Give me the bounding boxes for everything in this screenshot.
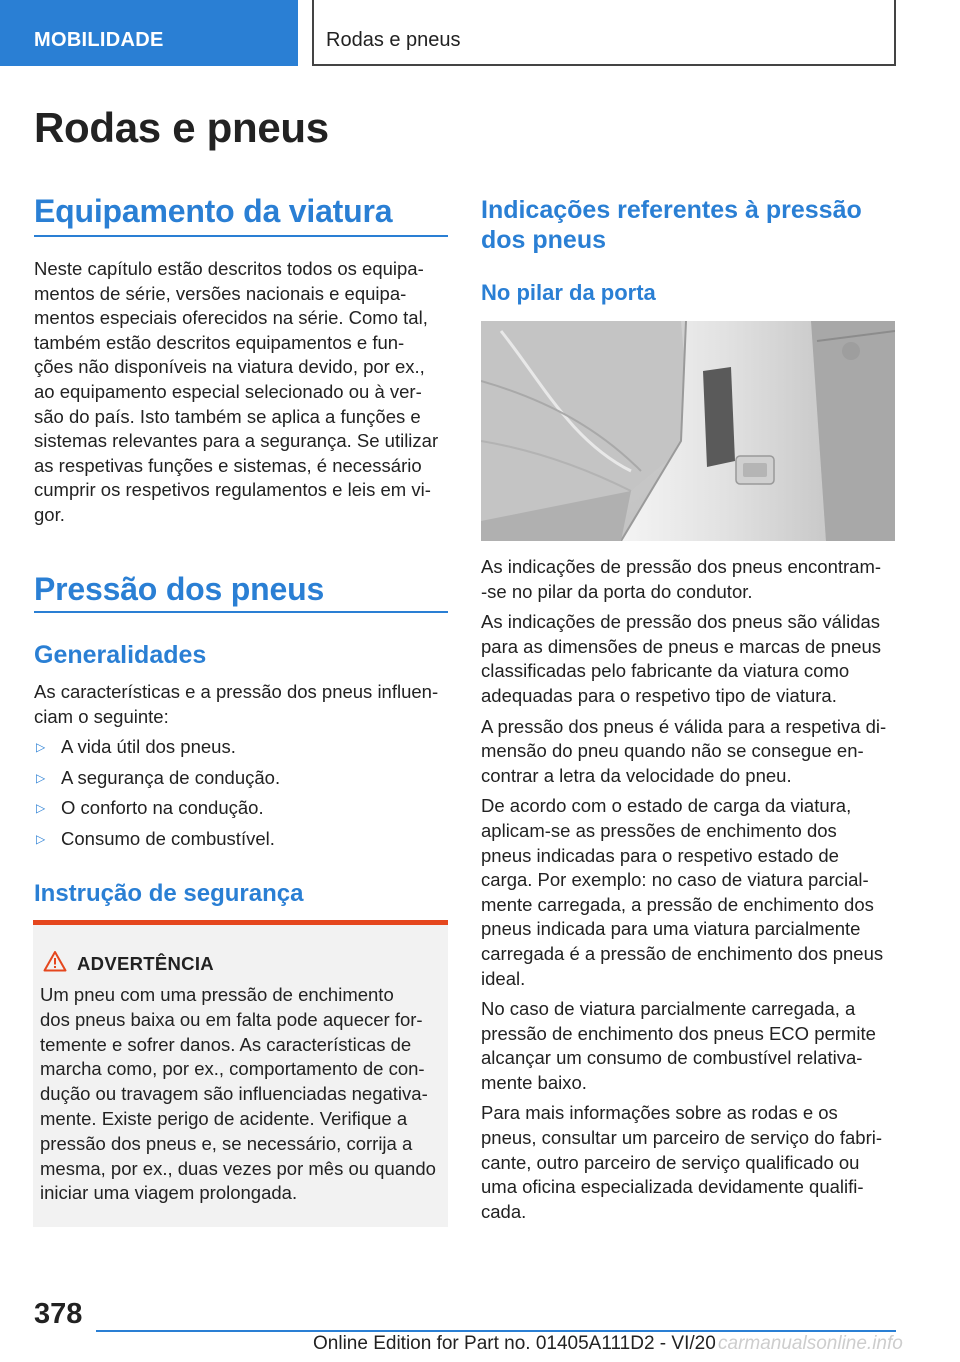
text-line: pneus indicadas para o respetivo estado de [481, 844, 839, 866]
text-line: carga. Por exemplo: no caso de viatura parcial- [481, 869, 869, 891]
text-line: contrar a letra da velocidade do pneu. [481, 764, 792, 786]
heading-rule [34, 611, 448, 613]
text-line: dução ou travagem são influenciadas negativa- [40, 1083, 428, 1105]
equipment-paragraph [34, 257, 448, 528]
warning-text [40, 983, 442, 1206]
triangle-bullet-icon: ▷ [36, 801, 46, 816]
heading-door-pillar: No pilar da porta [481, 280, 656, 305]
text-line: dos pneus baixa ou em falta pode aquecer for- [40, 1008, 423, 1030]
list-item: ▷ O conforto na condução. [34, 796, 448, 821]
text-line: cada. [481, 1200, 527, 1222]
text-line: Neste capítulo estão descritos todos os equipa- [34, 258, 424, 279]
text-line: pressão dos pneus e, se necessário, corrija a [40, 1132, 413, 1154]
text-line: mentos especiais oferecidos na série. Como tal, [34, 307, 428, 329]
triangle-bullet-icon: ▷ [36, 740, 46, 754]
heading-indications: Indicações referentes à pressão dos pneus [481, 196, 862, 254]
text-line: classificadas pelo fabricante da viatura como [481, 660, 850, 682]
warning-label: ADVERTÊNCIA [77, 953, 214, 974]
paragraph [481, 997, 895, 1095]
text-line: pneus, consultar um parceiro de serviço do fabri- [481, 1127, 883, 1149]
paragraph [481, 1101, 895, 1224]
text-line: uma oficina especializada devidamente qualifi- [481, 1176, 864, 1198]
edition-text: Online Edition for Part no. 01405A111D2 - VI/20 [313, 1333, 716, 1354]
heading-rule [34, 235, 448, 237]
paragraph [481, 555, 895, 604]
paragraph [481, 610, 895, 708]
text-line: pressão de enchimento dos pneus ECO permite [481, 1022, 876, 1044]
text-line: ao equipamento especial selecionado ou à ver- [34, 380, 422, 402]
page-header [0, 0, 960, 66]
text-line: adequadas para o respetivo tipo de viatura. [481, 684, 837, 706]
warning-box [33, 920, 448, 1227]
paragraph [481, 715, 895, 789]
text-line: gor. [34, 503, 65, 525]
text-line: as respetivas funções e sistemas, é necessário [34, 454, 422, 476]
warning-triangle-icon [43, 950, 67, 972]
heading-tire-pressure: Pressão dos pneus [34, 571, 325, 607]
text-line: mensão do pneu quando não se consegue en- [481, 740, 864, 762]
text-line: ções não disponíveis na viatura devido, por ex., [34, 356, 425, 378]
text-line: mente baixo. [481, 1071, 587, 1093]
page-number: 378 [34, 1298, 83, 1330]
text-line: alcançar um consumo de combustível relativa- [481, 1047, 863, 1069]
text-line: No caso de viatura parcialmente carregada, a [481, 998, 856, 1020]
text-line: sistemas relevantes para a segurança. Se utilizar [34, 430, 439, 452]
section-tab: MOBILIDADE [0, 0, 298, 66]
text-line: ciam o seguinte: [34, 705, 169, 727]
text-line: ideal. [481, 967, 526, 989]
topic-label: Rodas e pneus [312, 0, 896, 66]
door-pillar-photo [481, 321, 895, 541]
general-paragraph [34, 680, 448, 729]
heading-equipment: Equipamento da viatura [34, 193, 393, 229]
text-line: De acordo com o estado de carga da viatura, [481, 795, 852, 817]
text-line: marcha como, por ex., comportamento de con- [40, 1058, 425, 1080]
text-line: Um pneu com uma pressão de enchimento [40, 984, 394, 1005]
text-line: também estão descritos equipamentos e fun- [34, 331, 405, 353]
page-title: Rodas e pneus [34, 104, 329, 151]
text-line: cumprir os respetivos regulamentos e leis em vi- [34, 479, 431, 501]
text-line: -se no pilar da porta do condutor. [481, 580, 753, 602]
text-line: mente. Existe perigo de acidente. Verifique a [40, 1107, 408, 1129]
list-item: ▷ A vida útil dos pneus. [34, 735, 448, 760]
text-line: são do país. Isto também se aplica a funções e [34, 405, 421, 427]
paragraph [481, 794, 895, 991]
text-line: As indicações de pressão dos pneus são válidas [481, 611, 881, 633]
text-line: As características e a pressão dos pneus influen- [34, 681, 439, 702]
text-line: mesma, por ex., duas vezes por mês ou quando [40, 1157, 436, 1179]
triangle-bullet-icon: ▷ [36, 831, 46, 846]
text-line: As indicações de pressão dos pneus encontram- [481, 556, 882, 577]
heading-safety: Instrução de segurança [34, 880, 304, 907]
triangle-bullet-icon: ▷ [36, 770, 46, 785]
text-line: mente carregada, a pressão de enchimento dos [481, 893, 874, 915]
bullet-list [34, 735, 448, 857]
text-line: Para mais informações sobre as rodas e os [481, 1102, 838, 1124]
list-item: ▷ Consumo de combustível. [34, 827, 448, 852]
text-line: aplicam-se as pressões de enchimento dos [481, 819, 837, 841]
watermark: carmanualsonline.info [718, 1333, 903, 1354]
text-line: para as dimensões de pneus e marcas de pneus [481, 635, 882, 657]
list-item: ▷ A segurança de condução. [34, 766, 448, 791]
text-line: cante, outro parceiro de serviço qualificado ou [481, 1151, 860, 1173]
heading-general: Generalidades [34, 641, 207, 669]
text-line: pneus indicada para uma viatura parcialmente [481, 918, 861, 940]
text-line: carregada é a pressão de enchimento dos pneus [481, 942, 884, 964]
footer-rule [96, 1330, 896, 1332]
text-line: iniciar uma viagem prolongada. [40, 1182, 298, 1204]
right-text [481, 555, 895, 1224]
text-line: temente e sofrer danos. As características de [40, 1033, 412, 1055]
text-line: mentos de série, versões nacionais e equipa- [34, 282, 407, 304]
text-line: A pressão dos pneus é válida para a respetiva di- [481, 715, 887, 737]
